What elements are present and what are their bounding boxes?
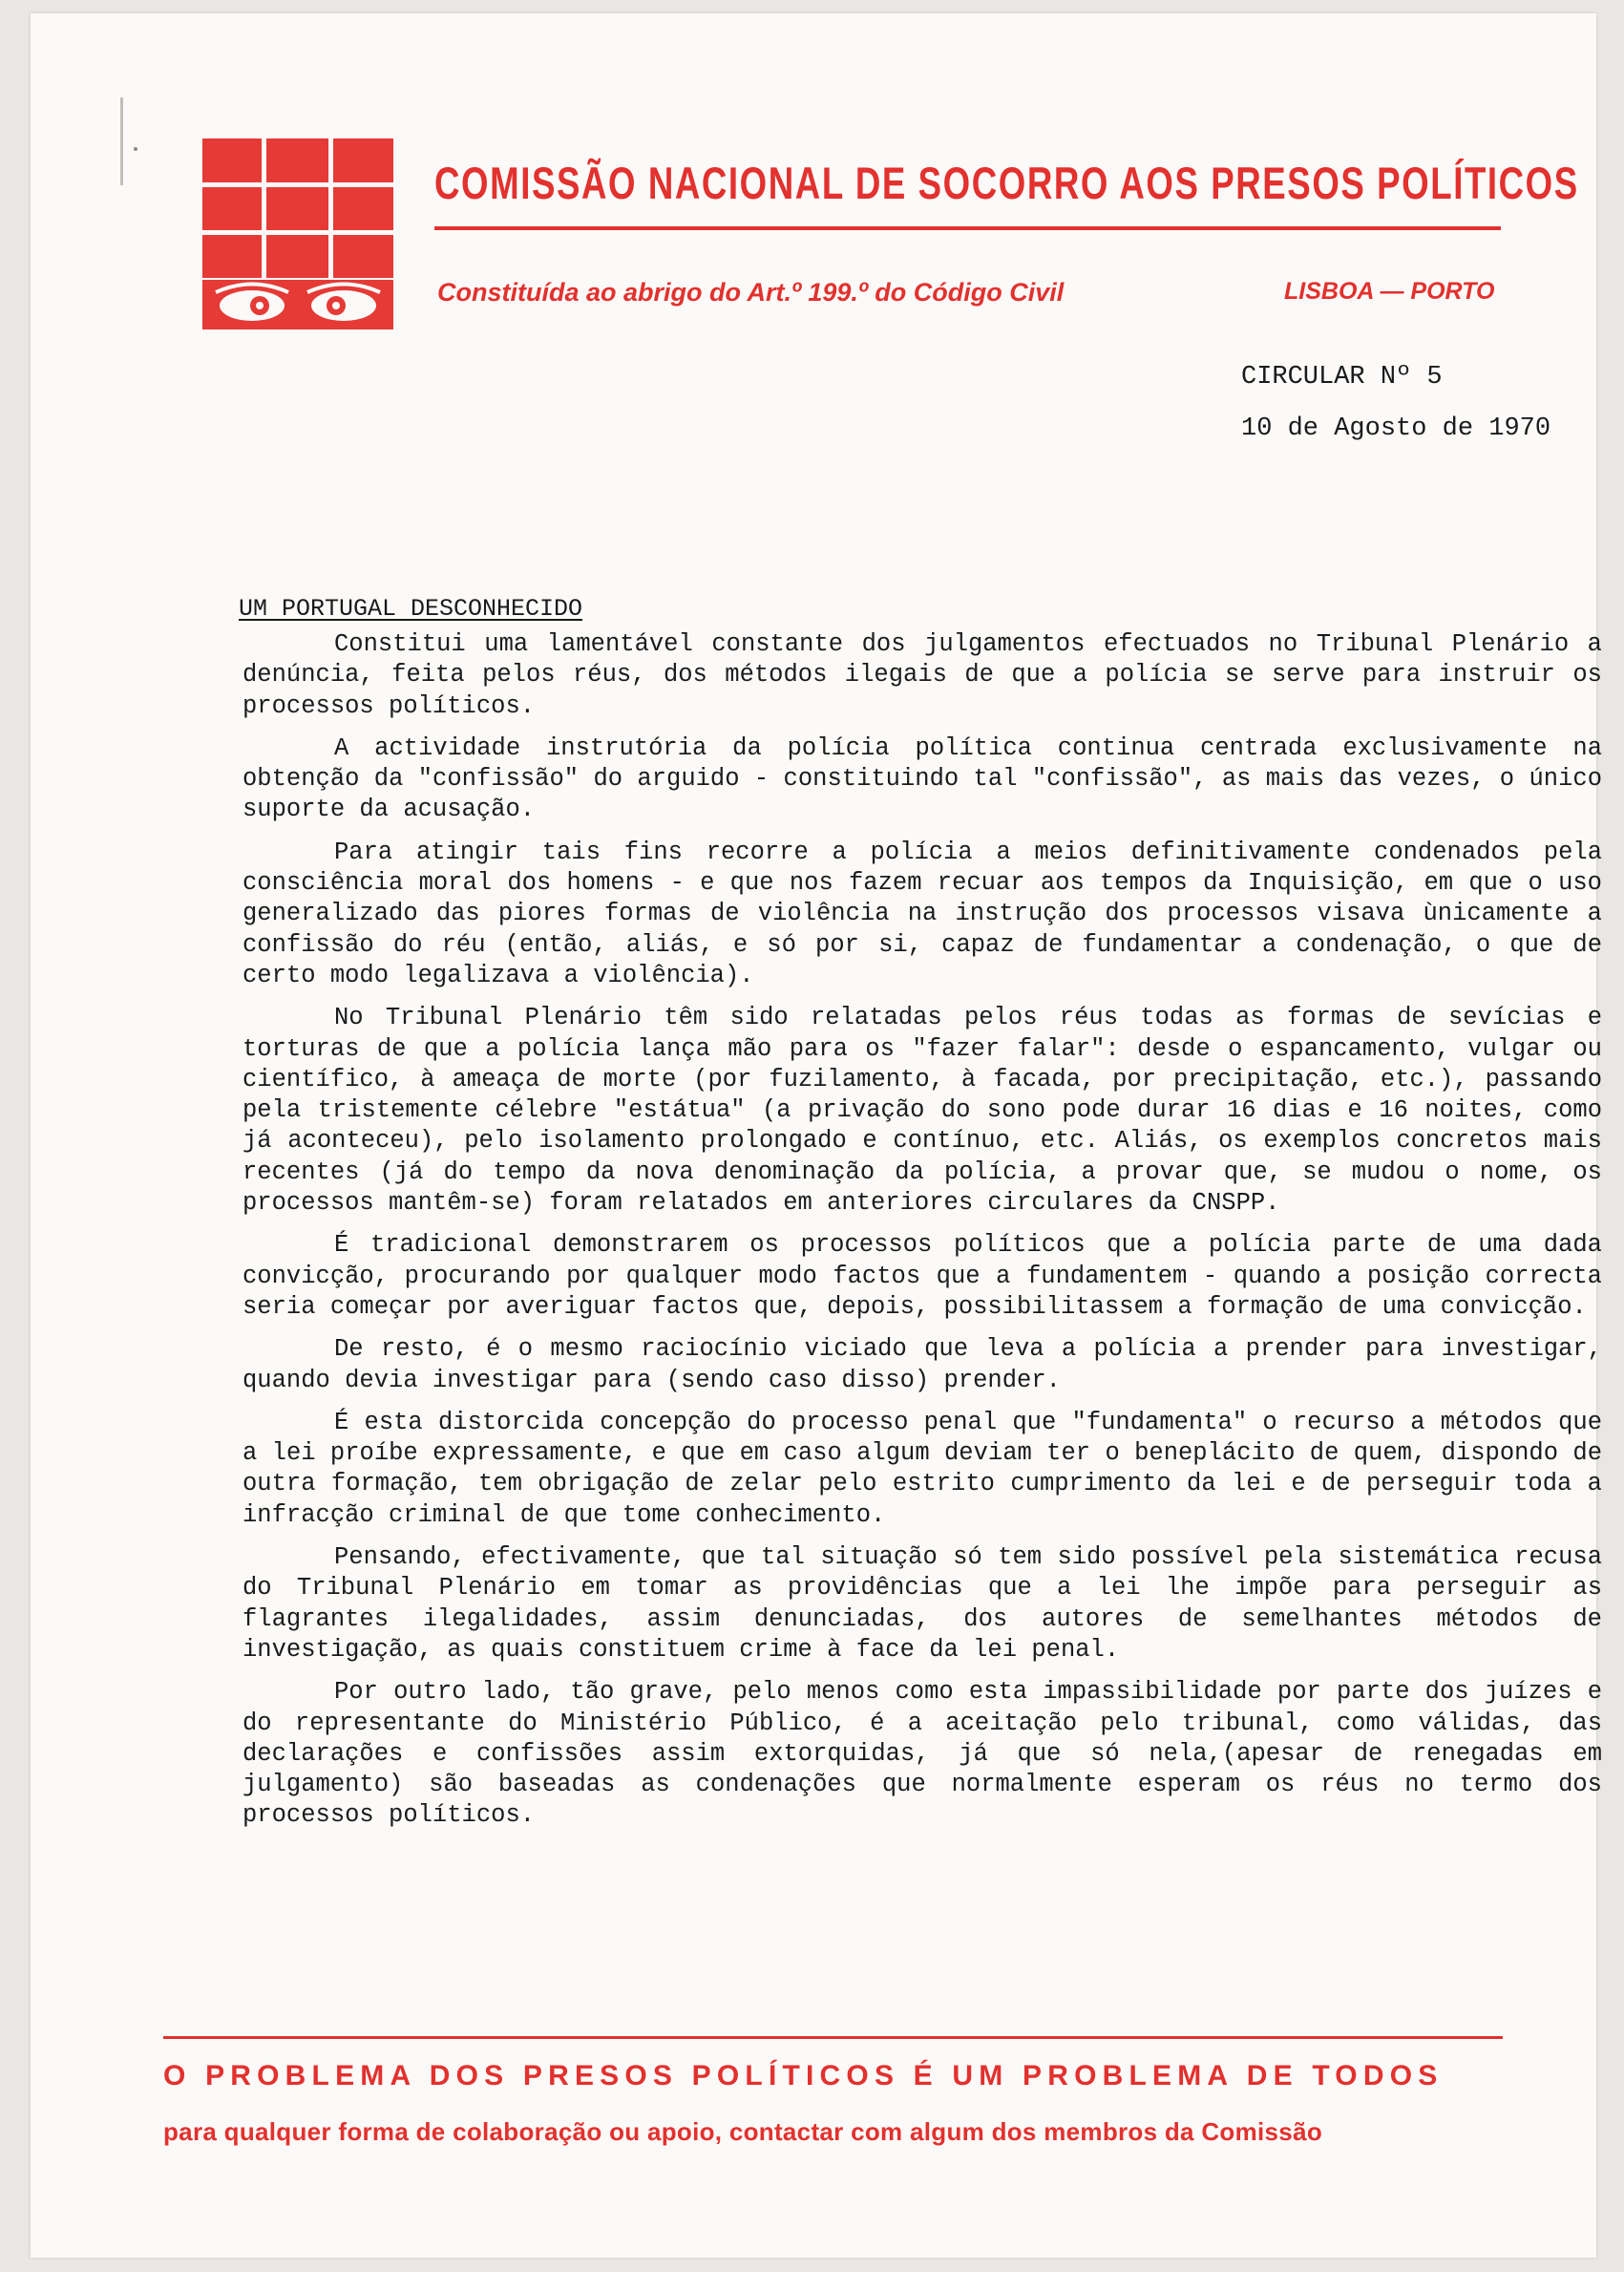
article-heading: UM PORTUGAL DESCONHECIDO xyxy=(239,595,583,623)
paper-speck xyxy=(134,147,137,151)
staple-mark xyxy=(120,97,123,185)
article-body xyxy=(243,629,1602,1843)
footer-slogan: O PROBLEMA DOS PRESOS POLÍTICOS É UM PROBLEMA DE TODOS xyxy=(163,2060,1444,2092)
paragraph: Para atingir tais fins recorre a polícia a meios definitivamente condenados pela consciência moral dos homens - e que nos fazem recuar aos tempos da Inquisição, em que o uso generalizado das piores formas de violência na instrução dos processos visava ùnicamente a confissão do réu (então, aliás, e só por si, capaz de fundamentar a condenação, o que de certo modo legalizava a violência). xyxy=(243,838,1602,989)
paragraph: A actividade instrutória da polícia política continua centrada exclusivamente na obtenção da "confissão" do arguido - constituindo tal "confissão", as mais das vezes, o único suporte da acusação. xyxy=(243,733,1602,824)
paragraph: É tradicional demonstrarem os processos políticos que a polícia parte de uma dada convicção, procurando por qualquer modo factos que a fundamentem - quando a posição correcta seria começar por averiguar factos que, depois, possibilitassem a formação de uma convicção. xyxy=(243,1231,1602,1321)
organization-subtitle: Constituída ao abrigo do Art.º 199.º do Código Civil xyxy=(437,278,1065,307)
organization-cities: LISBOA — PORTO xyxy=(1284,278,1495,305)
eyes-icon xyxy=(202,280,393,329)
paragraph: Por outro lado, tão grave, pelo menos como esta impassibilidade por parte dos juízes e do representante do Ministério Público, é a aceitação pelo tribunal, como válidas, das declarações e confissões assim extorquidas, já que só nela,(apesar de renegadas em julgamento) são baseadas as condenações que normalmente esperam os réus no termo dos processos políticos. xyxy=(243,1678,1602,1830)
paragraph: Constitui uma lamentável constante dos julgamentos efectuados no Tribunal Plenário a denúncia, feita pelos réus, dos métodos ilegais de que a polícia se serve para instruir os processos políticos. xyxy=(243,630,1602,720)
footer-divider xyxy=(163,2036,1503,2039)
organization-name: COMISSÃO NACIONAL DE SOCORRO AOS PRESOS POLÍTICOS xyxy=(434,158,1579,208)
eyes-grid-logo xyxy=(202,138,393,329)
circular-date: 10 de Agosto de 1970 xyxy=(1241,414,1551,443)
circular-number: CIRCULAR Nº 5 xyxy=(1241,363,1443,392)
footer-contact: para qualquer forma de colaboração ou apoio, contactar com algum dos membros da Comissão xyxy=(163,2117,1323,2146)
paragraph: É esta distorcida concepção do processo penal que "fundamenta" o recurso a métodos que a lei proíbe expressamente, e que em caso algum deviam ter o beneplácito de quem, dispondo de outra formação, tem obrigação de zelar pelo estrito cumprimento da lei e de perseguir toda a infracção criminal de que tome conhecimento. xyxy=(243,1408,1602,1529)
paragraph: No Tribunal Plenário têm sido relatadas pelos réus todas as formas de sevícias e torturas de que a polícia lança mão para os "fazer falar": desde o espancamento, vulgar ou científico, à ameaça de morte (por fuzilamento, à facada, por precipitação, etc.), passando pela tristemente célebre "estátua" (a privação do sono pode durar 16 dias e 16 noites, como já aconteceu), pelo isolamento prolongado e contínuo, etc. Aliás, os exemplos concretos mais recentes (já do tempo da nova denominação da polícia, a provar que, se mudou o nome, os processos mantêm-se) foram relatados em anteriores circulares da CNSPP. xyxy=(243,1004,1602,1218)
header-divider xyxy=(434,226,1501,230)
paragraph: Pensando, efectivamente, que tal situação só tem sido possível pela sistemática recusa do Tribunal Plenário em tomar as providências que a lei lhe impõe para perseguir as flagrantes ilegalidades, assim denunciadas, dos autores de semelhantes métodos de investigação, as quais constituem crime à face da lei penal. xyxy=(243,1543,1602,1664)
document-page xyxy=(31,13,1602,2258)
paragraph: De resto, é o mesmo raciocínio viciado que leva a polícia a prender para investigar, quando devia investigar para (sendo caso disso) prender. xyxy=(243,1335,1602,1394)
